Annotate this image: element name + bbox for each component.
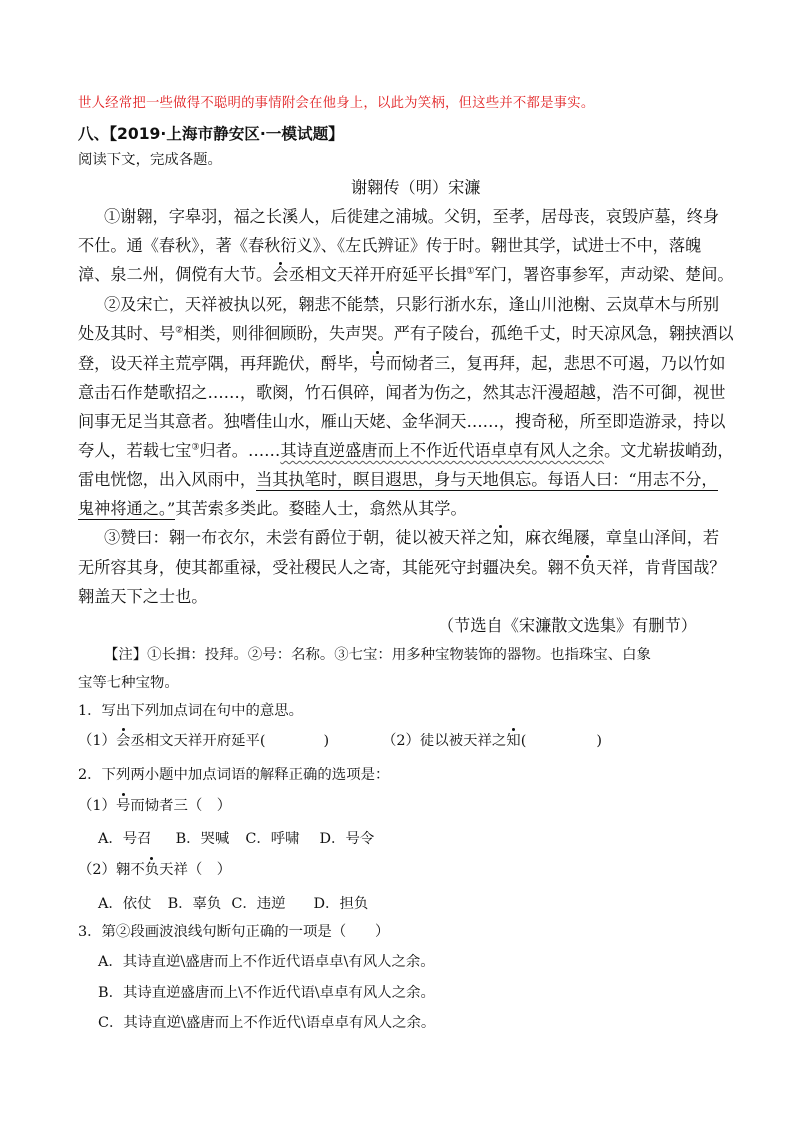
- dotted-word-fu: 负: [144, 862, 160, 878]
- q2-sub-1-text: 而恸者三（ ）: [130, 798, 232, 814]
- p2-line-3-b: 而恸者三，复再拜，起，悲思不可遏，乃以竹如: [385, 354, 726, 373]
- section-number: 八、: [78, 125, 110, 143]
- p3-line-1-b: ，麻衣绳屦，章皇山泽间，若: [508, 528, 720, 547]
- q2-sub-1-num: （1）: [78, 798, 116, 814]
- motto-text: 世人经常把一些做得不聪明的事情附会在他身上，以此为笑柄，但这些并不都是事实。: [78, 96, 595, 111]
- dotted-word-zhi: 知: [506, 733, 521, 749]
- p2-line-6-a: 夸人，若载七宝: [78, 441, 192, 460]
- q2-sub-1: [78, 796, 231, 816]
- underlined-sentence-part-2: 鬼神将通之。”: [78, 499, 176, 518]
- p2-line-1: ②及宋亡，天祥被执以死，翱悲不能禁，只影行浙水东，逢山川池榭、云岚草木与所别: [104, 295, 720, 314]
- p2-line-8-b: 其苦索多类此。婺睦人士，翕然从其学。: [175, 499, 467, 518]
- q1-item-2: [382, 731, 602, 751]
- q1-stem: 1．写出下列加点词在句中的意思。: [78, 703, 304, 719]
- notes-line-1: 【注】①长揖：投拜。②号：名称。③七宝：用多种宝物装饰的器物。也指珠宝、白象: [104, 647, 651, 663]
- p2-line-6: [78, 441, 734, 461]
- q2-stem: 2．下列两小题中加点词语的解释正确的选项是：: [78, 767, 390, 783]
- option-a[interactable]: A．号召: [98, 831, 152, 847]
- underlined-sentence-part-1: 当其执笔时，瞑目遐思，身与天地俱忘。每语人曰：“用志不分，: [256, 470, 718, 489]
- p1-line-3-a: 漳、泉二州，倜傥有大节。: [78, 265, 273, 284]
- q2-sub-2-a: （2）翱不: [78, 862, 145, 878]
- p2-line-2-a: 处及其时、号: [78, 324, 176, 343]
- p1-line-1: ①谢翱，字皋羽，福之长溪人，后徙建之浦城。父钥，至孝，居母丧，哀毁庐墓，终身: [104, 207, 720, 226]
- notes-line-2: 宝等七种宝物。: [78, 675, 179, 691]
- q2-sub-2: [78, 860, 231, 880]
- q1-item-2-close: ): [596, 733, 602, 749]
- dotted-word-fu: 负: [579, 558, 596, 577]
- article-title: 谢翱传（明）宋濂: [351, 178, 481, 197]
- q1-item-1-close: ): [323, 733, 330, 749]
- p3-line-2-b: 天祥，肯背国哉？: [596, 558, 726, 577]
- q1-item-2-open: (: [520, 733, 527, 749]
- p2-line-2: [78, 324, 734, 344]
- p1-line-3-b: 丞相文天祥开府延平长揖: [288, 265, 467, 284]
- section-heading: [78, 124, 344, 144]
- q1-item-2-text: （2）徒以被天祥之: [382, 733, 507, 749]
- note-ref-3: ③: [191, 442, 200, 453]
- p2-line-7: [78, 470, 718, 490]
- option-a[interactable]: A．依仗: [98, 896, 152, 912]
- p3-line-1-a: ③赞曰：翱一布衣尔，未尝有爵位于朝，徒以被天祥之: [104, 528, 493, 547]
- option-b[interactable]: B．辜负: [167, 896, 222, 912]
- section-instruction: 阅读下文，完成各题。: [78, 152, 222, 168]
- p1-line-2: 不仕。通《春秋》，著《春秋衍义》、《左氏辨证》传于时。翱世其学，试进士不中，落魄: [78, 236, 702, 255]
- p3-line-1: [104, 528, 719, 548]
- option-d[interactable]: D．担负: [313, 896, 369, 912]
- p2-line-6-c: 。文尤崭拔峭劲，: [604, 441, 734, 460]
- p3-line-2: [78, 558, 726, 578]
- q3-stem: 3．第②段画波浪线句断句正确的一项是（ ）: [78, 924, 390, 940]
- p2-line-2-b: 相类，则徘徊顾盼，失声哭。严有子陵台，孤绝千丈，时天凉风急，翱挟酒以: [183, 324, 734, 343]
- p2-line-3-a: 登，设天祥主荒亭隅，再拜跪伏，酹毕，: [78, 354, 370, 373]
- p2-line-6-b: 归者。……: [199, 441, 281, 460]
- dotted-word-zhi: 知: [492, 528, 509, 547]
- wavy-underlined-sentence: 其诗直逆盛唐而上不作近代语卓卓有风人之余: [280, 441, 605, 460]
- note-ref-2: ②: [175, 325, 184, 336]
- q3-option-a[interactable]: A．其诗直逆\盛唐而上不作近代语卓卓\有风人之余。: [98, 954, 435, 970]
- q3-option-b[interactable]: B．其诗直逆盛唐而上\不作近代语\卓卓有风人之余。: [98, 985, 435, 1001]
- option-b[interactable]: B．哭喊: [175, 831, 230, 847]
- section-title: 【2019·上海市静安区·一模试题】: [109, 125, 344, 143]
- p2-line-8: [78, 499, 467, 519]
- option-d[interactable]: D．号令: [319, 831, 375, 847]
- q1-item-1: [78, 731, 329, 751]
- p1-line-3: [78, 265, 734, 285]
- q2-sub-1-options: [98, 829, 374, 849]
- q2-sub-2-text: 天祥（ ）: [159, 862, 232, 878]
- q2-sub-2-options: [98, 894, 368, 914]
- option-c[interactable]: C．违逆: [231, 896, 286, 912]
- dotted-word-hui: 会: [115, 733, 131, 749]
- source-citation: （节选自《宋濂散文选集》有删节）: [438, 616, 697, 635]
- p2-line-7-a: 雷电恍惚，出入风雨中，: [78, 470, 257, 489]
- p1-line-3-c: 军门，署咨事参军，声动梁、楚间。: [474, 265, 734, 284]
- q1-item-1-num: （1）: [78, 733, 116, 749]
- option-c[interactable]: C．呼啸: [245, 831, 300, 847]
- p2-line-3: [78, 354, 726, 374]
- q3-option-c[interactable]: C．其诗直逆\盛唐而上不作近代\语卓卓有风人之余。: [98, 1015, 436, 1031]
- p3-line-3: 翱盖天下之士也。: [78, 587, 208, 606]
- p2-line-5: 间事无足当其意者。独嗜佳山水，雁山天姥、金华洞天……，搜奇秘，所至即造游录，持以: [78, 412, 726, 431]
- note-ref-1: ①: [466, 266, 475, 277]
- dotted-word-hui: 会: [272, 265, 289, 284]
- p3-line-2-a: 无所容其身，使其都重禄，受社稷民人之寄，其能死守封疆决矣。翱不: [78, 558, 580, 577]
- p2-line-4: 意击石作楚歌招之……，歌阕，竹石俱碎，闻者为伤之，然其志汗漫超越，浩不可御，视世: [78, 383, 726, 402]
- dotted-word-hao: 号: [369, 354, 386, 373]
- q1-item-1-text: 丞相文天祥开府延平(: [130, 733, 266, 749]
- dotted-word-hao: 号: [115, 798, 131, 814]
